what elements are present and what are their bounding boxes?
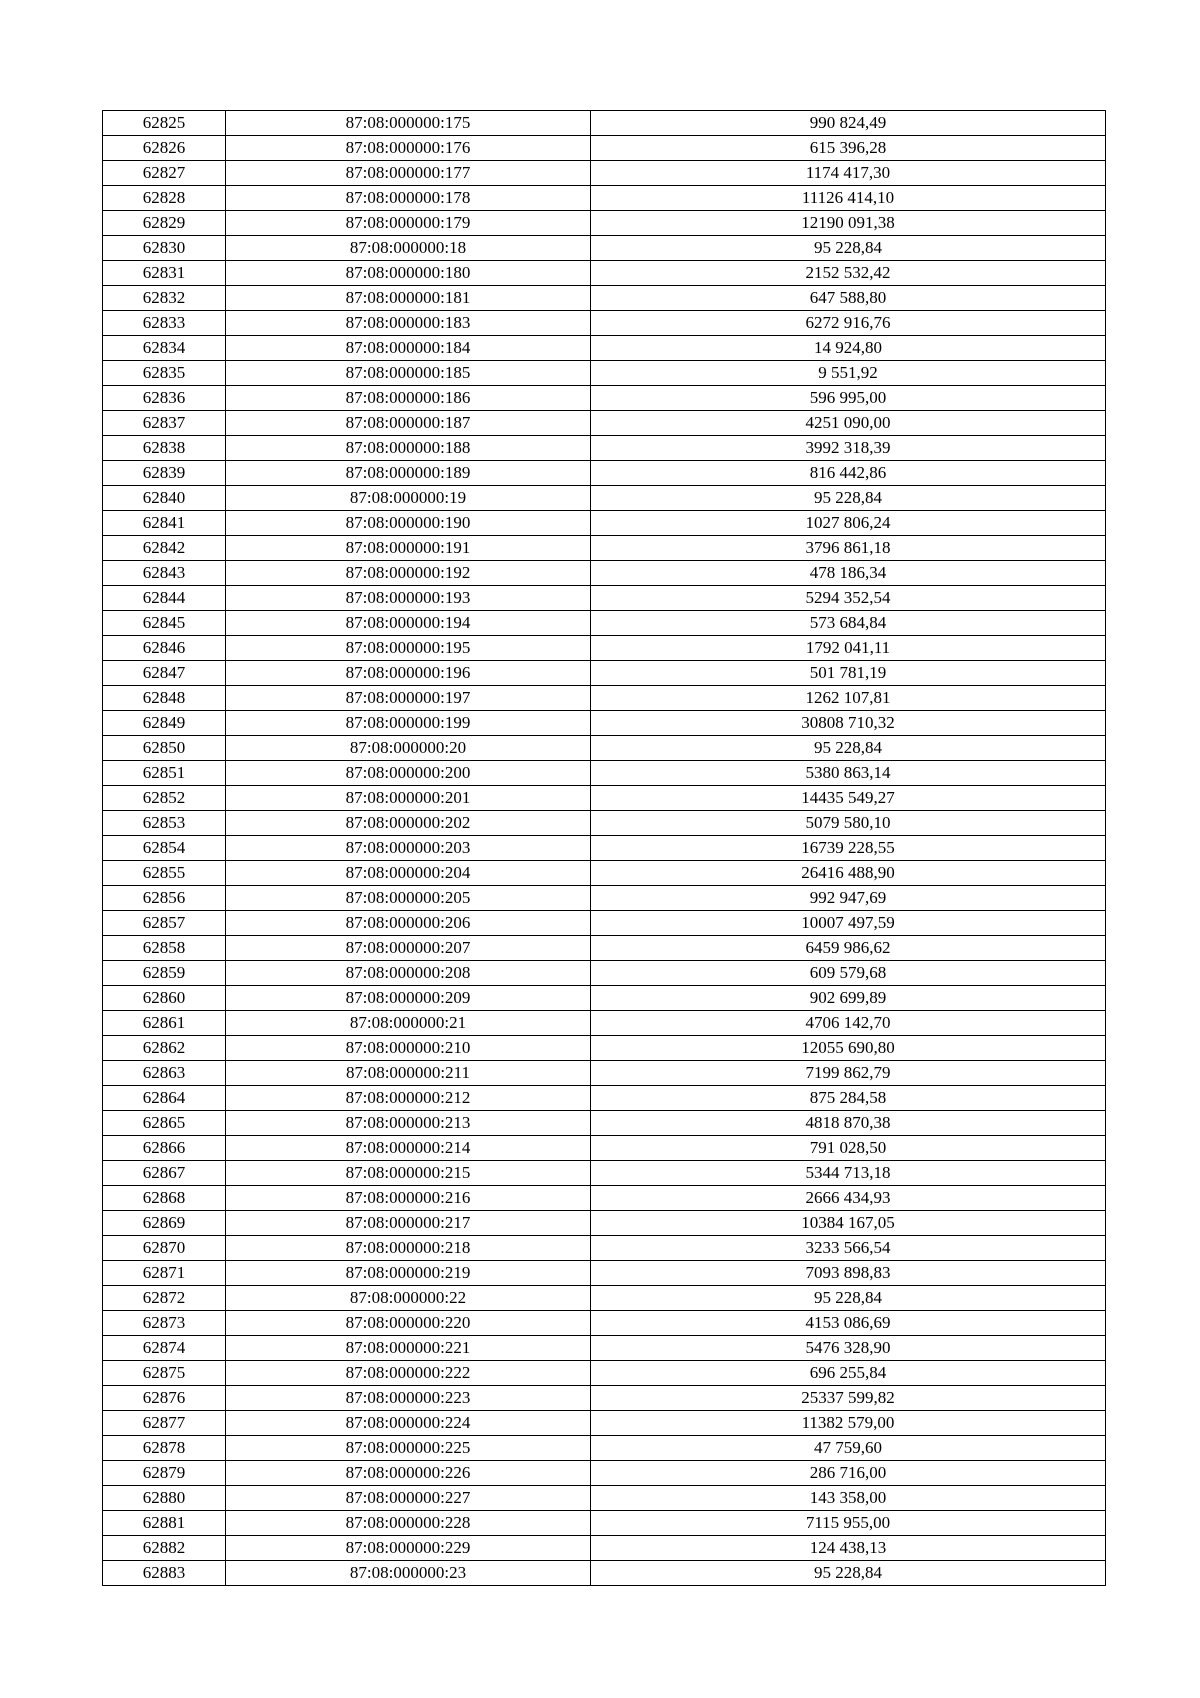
table-row <box>103 111 1106 136</box>
cadastral-value-cell: 2666 434,93 <box>591 1186 1106 1211</box>
cadastral-number-cell: 87:08:000000:207 <box>226 936 591 961</box>
cadastral-number-cell: 87:08:000000:224 <box>226 1411 591 1436</box>
cadastral-number-cell: 87:08:000000:197 <box>226 686 591 711</box>
table-row <box>103 961 1106 986</box>
row-number-cell: 62859 <box>103 961 226 986</box>
cadastral-number-cell: 87:08:000000:205 <box>226 886 591 911</box>
cadastral-number-cell: 87:08:000000:183 <box>226 311 591 336</box>
row-number-cell: 62861 <box>103 1011 226 1036</box>
cadastral-value-cell: 647 588,80 <box>591 286 1106 311</box>
table-row <box>103 561 1106 586</box>
cadastral-number-cell: 87:08:000000:175 <box>226 111 591 136</box>
cadastral-number-cell: 87:08:000000:18 <box>226 236 591 261</box>
cadastral-value-cell: 902 699,89 <box>591 986 1106 1011</box>
cadastral-number-cell: 87:08:000000:187 <box>226 411 591 436</box>
cadastral-value-cell: 696 255,84 <box>591 1361 1106 1386</box>
row-number-cell: 62839 <box>103 461 226 486</box>
row-number-cell: 62868 <box>103 1186 226 1211</box>
cadastral-value-cell: 4818 870,38 <box>591 1111 1106 1136</box>
table-row <box>103 1386 1106 1411</box>
table-row <box>103 886 1106 911</box>
table-row <box>103 1286 1106 1311</box>
cadastral-value-cell: 5380 863,14 <box>591 761 1106 786</box>
cadastral-number-cell: 87:08:000000:178 <box>226 186 591 211</box>
cadastral-number-cell: 87:08:000000:179 <box>226 211 591 236</box>
row-number-cell: 62853 <box>103 811 226 836</box>
row-number-cell: 62858 <box>103 936 226 961</box>
cadastral-number-cell: 87:08:000000:216 <box>226 1186 591 1211</box>
cadastral-value-cell: 6272 916,76 <box>591 311 1106 336</box>
cadastral-number-cell: 87:08:000000:223 <box>226 1386 591 1411</box>
row-number-cell: 62870 <box>103 1236 226 1261</box>
cadastral-number-cell: 87:08:000000:180 <box>226 261 591 286</box>
cadastral-number-cell: 87:08:000000:225 <box>226 1436 591 1461</box>
cadastral-value-cell: 501 781,19 <box>591 661 1106 686</box>
table-row <box>103 586 1106 611</box>
table-row <box>103 786 1106 811</box>
table-row <box>103 1536 1106 1561</box>
row-number-cell: 62872 <box>103 1286 226 1311</box>
row-number-cell: 62830 <box>103 236 226 261</box>
cadastral-number-cell: 87:08:000000:186 <box>226 386 591 411</box>
row-number-cell: 62865 <box>103 1111 226 1136</box>
cadastral-number-cell: 87:08:000000:188 <box>226 436 591 461</box>
row-number-cell: 62854 <box>103 836 226 861</box>
cadastral-number-cell: 87:08:000000:20 <box>226 736 591 761</box>
row-number-cell: 62845 <box>103 611 226 636</box>
cadastral-number-cell: 87:08:000000:19 <box>226 486 591 511</box>
cadastral-value-cell: 573 684,84 <box>591 611 1106 636</box>
row-number-cell: 62876 <box>103 1386 226 1411</box>
row-number-cell: 62875 <box>103 1361 226 1386</box>
cadastral-value-cell: 7199 862,79 <box>591 1061 1106 1086</box>
row-number-cell: 62848 <box>103 686 226 711</box>
table-row <box>103 811 1106 836</box>
cadastral-value-cell: 4251 090,00 <box>591 411 1106 436</box>
row-number-cell: 62881 <box>103 1511 226 1536</box>
table-row <box>103 486 1106 511</box>
cadastral-value-cell: 7093 898,83 <box>591 1261 1106 1286</box>
table-row <box>103 1311 1106 1336</box>
row-number-cell: 62833 <box>103 311 226 336</box>
cadastral-number-cell: 87:08:000000:214 <box>226 1136 591 1161</box>
cadastral-value-cell: 4706 142,70 <box>591 1011 1106 1036</box>
cadastral-value-cell: 2152 532,42 <box>591 261 1106 286</box>
cadastral-number-cell: 87:08:000000:23 <box>226 1561 591 1586</box>
row-number-cell: 62829 <box>103 211 226 236</box>
cadastral-value-cell: 7115 955,00 <box>591 1511 1106 1536</box>
cadastral-number-cell: 87:08:000000:204 <box>226 861 591 886</box>
cadastral-number-cell: 87:08:000000:184 <box>226 336 591 361</box>
row-number-cell: 62851 <box>103 761 226 786</box>
cadastral-value-cell: 12055 690,80 <box>591 1036 1106 1061</box>
row-number-cell: 62874 <box>103 1336 226 1361</box>
cadastral-number-cell: 87:08:000000:210 <box>226 1036 591 1061</box>
cadastral-value-cell: 95 228,84 <box>591 236 1106 261</box>
cadastral-value-cell: 478 186,34 <box>591 561 1106 586</box>
row-number-cell: 62880 <box>103 1486 226 1511</box>
table-row <box>103 661 1106 686</box>
row-number-cell: 62825 <box>103 111 226 136</box>
cadastral-value-cell: 615 396,28 <box>591 136 1106 161</box>
cadastral-number-cell: 87:08:000000:195 <box>226 636 591 661</box>
row-number-cell: 62879 <box>103 1461 226 1486</box>
cadastral-number-cell: 87:08:000000:213 <box>226 1111 591 1136</box>
table-row <box>103 1561 1106 1586</box>
table-row <box>103 936 1106 961</box>
row-number-cell: 62828 <box>103 186 226 211</box>
table-row <box>103 436 1106 461</box>
table-row <box>103 1511 1106 1536</box>
table-row <box>103 911 1106 936</box>
row-number-cell: 62857 <box>103 911 226 936</box>
row-number-cell: 62843 <box>103 561 226 586</box>
cadastral-number-cell: 87:08:000000:189 <box>226 461 591 486</box>
table-row <box>103 261 1106 286</box>
cadastral-value-cell: 3796 861,18 <box>591 536 1106 561</box>
cadastral-value-cell: 4153 086,69 <box>591 1311 1106 1336</box>
row-number-cell: 62883 <box>103 1561 226 1586</box>
cadastral-value-cell: 12190 091,38 <box>591 211 1106 236</box>
cadastral-value-cell: 16739 228,55 <box>591 836 1106 861</box>
cadastral-value-cell: 14 924,80 <box>591 336 1106 361</box>
table-row <box>103 736 1106 761</box>
cadastral-value-cell: 11382 579,00 <box>591 1411 1106 1436</box>
table-row <box>103 1436 1106 1461</box>
table-row <box>103 986 1106 1011</box>
row-number-cell: 62873 <box>103 1311 226 1336</box>
row-number-cell: 62869 <box>103 1211 226 1236</box>
cadastral-number-cell: 87:08:000000:228 <box>226 1511 591 1536</box>
cadastral-number-cell: 87:08:000000:200 <box>226 761 591 786</box>
row-number-cell: 62836 <box>103 386 226 411</box>
row-number-cell: 62878 <box>103 1436 226 1461</box>
cadastral-value-cell: 124 438,13 <box>591 1536 1106 1561</box>
table-row <box>103 1036 1106 1061</box>
cadastral-value-cell: 95 228,84 <box>591 486 1106 511</box>
row-number-cell: 62871 <box>103 1261 226 1286</box>
cadastral-value-cell: 10007 497,59 <box>591 911 1106 936</box>
cadastral-value-cell: 609 579,68 <box>591 961 1106 986</box>
row-number-cell: 62841 <box>103 511 226 536</box>
table-row <box>103 1211 1106 1236</box>
row-number-cell: 62855 <box>103 861 226 886</box>
row-number-cell: 62838 <box>103 436 226 461</box>
cadastral-number-cell: 87:08:000000:202 <box>226 811 591 836</box>
cadastral-value-cell: 791 028,50 <box>591 1136 1106 1161</box>
row-number-cell: 62856 <box>103 886 226 911</box>
cadastral-number-cell: 87:08:000000:221 <box>226 1336 591 1361</box>
cadastral-number-cell: 87:08:000000:185 <box>226 361 591 386</box>
table-row <box>103 1186 1106 1211</box>
table-row <box>103 711 1106 736</box>
cadastral-number-cell: 87:08:000000:212 <box>226 1086 591 1111</box>
cadastral-value-cell: 992 947,69 <box>591 886 1106 911</box>
table-row <box>103 1011 1106 1036</box>
cadastral-number-cell: 87:08:000000:217 <box>226 1211 591 1236</box>
row-number-cell: 62863 <box>103 1061 226 1086</box>
cadastral-number-cell: 87:08:000000:21 <box>226 1011 591 1036</box>
cadastral-number-cell: 87:08:000000:196 <box>226 661 591 686</box>
table-row <box>103 1161 1106 1186</box>
cadastral-value-cell: 30808 710,32 <box>591 711 1106 736</box>
row-number-cell: 62862 <box>103 1036 226 1061</box>
cadastral-value-cell: 5294 352,54 <box>591 586 1106 611</box>
cadastral-value-cell: 5476 328,90 <box>591 1336 1106 1361</box>
row-number-cell: 62846 <box>103 636 226 661</box>
row-number-cell: 62842 <box>103 536 226 561</box>
cadastral-number-cell: 87:08:000000:222 <box>226 1361 591 1386</box>
cadastral-value-cell: 596 995,00 <box>591 386 1106 411</box>
table-body <box>103 111 1106 1586</box>
cadastral-number-cell: 87:08:000000:206 <box>226 911 591 936</box>
table-row <box>103 361 1106 386</box>
table-row <box>103 336 1106 361</box>
cadastral-value-cell: 95 228,84 <box>591 1561 1106 1586</box>
cadastral-value-cell: 14435 549,27 <box>591 786 1106 811</box>
cadastral-value-cell: 3233 566,54 <box>591 1236 1106 1261</box>
cadastral-number-cell: 87:08:000000:229 <box>226 1536 591 1561</box>
cadastral-value-cell: 6459 986,62 <box>591 936 1106 961</box>
table-row <box>103 1261 1106 1286</box>
cadastral-number-cell: 87:08:000000:215 <box>226 1161 591 1186</box>
table-row <box>103 761 1106 786</box>
table-row <box>103 211 1106 236</box>
cadastral-value-cell: 5079 580,10 <box>591 811 1106 836</box>
table-row <box>103 1411 1106 1436</box>
cadastral-number-cell: 87:08:000000:226 <box>226 1461 591 1486</box>
cadastral-number-cell: 87:08:000000:190 <box>226 511 591 536</box>
cadastral-number-cell: 87:08:000000:193 <box>226 586 591 611</box>
table-row <box>103 161 1106 186</box>
cadastral-value-cell: 286 716,00 <box>591 1461 1106 1486</box>
cadastral-number-cell: 87:08:000000:181 <box>226 286 591 311</box>
cadastral-number-cell: 87:08:000000:209 <box>226 986 591 1011</box>
table-row <box>103 1061 1106 1086</box>
table-row <box>103 461 1106 486</box>
cadastral-value-cell: 95 228,84 <box>591 1286 1106 1311</box>
row-number-cell: 62837 <box>103 411 226 436</box>
table-row <box>103 836 1106 861</box>
row-number-cell: 62831 <box>103 261 226 286</box>
table-row <box>103 386 1106 411</box>
cadastral-number-cell: 87:08:000000:218 <box>226 1236 591 1261</box>
cadastral-number-cell: 87:08:000000:199 <box>226 711 591 736</box>
table-row <box>103 611 1106 636</box>
row-number-cell: 62850 <box>103 736 226 761</box>
table-row <box>103 686 1106 711</box>
table-row <box>103 1136 1106 1161</box>
table-row <box>103 536 1106 561</box>
cadastral-number-cell: 87:08:000000:177 <box>226 161 591 186</box>
cadastral-value-cell: 10384 167,05 <box>591 1211 1106 1236</box>
cadastral-value-cell: 816 442,86 <box>591 461 1106 486</box>
table-row <box>103 136 1106 161</box>
table-row <box>103 511 1106 536</box>
row-number-cell: 62826 <box>103 136 226 161</box>
row-number-cell: 62840 <box>103 486 226 511</box>
table-row <box>103 636 1106 661</box>
row-number-cell: 62832 <box>103 286 226 311</box>
row-number-cell: 62835 <box>103 361 226 386</box>
cadastral-value-cell: 5344 713,18 <box>591 1161 1106 1186</box>
cadastral-number-cell: 87:08:000000:208 <box>226 961 591 986</box>
cadastral-number-cell: 87:08:000000:203 <box>226 836 591 861</box>
table-row <box>103 286 1106 311</box>
table-row <box>103 1336 1106 1361</box>
cadastral-value-cell: 1792 041,11 <box>591 636 1106 661</box>
cadastral-value-cell: 95 228,84 <box>591 736 1106 761</box>
table-row <box>103 861 1106 886</box>
row-number-cell: 62834 <box>103 336 226 361</box>
cadastral-number-cell: 87:08:000000:22 <box>226 1286 591 1311</box>
cadastral-value-cell: 47 759,60 <box>591 1436 1106 1461</box>
cadastral-value-cell: 1262 107,81 <box>591 686 1106 711</box>
row-number-cell: 62852 <box>103 786 226 811</box>
cadastral-number-cell: 87:08:000000:227 <box>226 1486 591 1511</box>
cadastral-number-cell: 87:08:000000:194 <box>226 611 591 636</box>
table-row <box>103 1486 1106 1511</box>
row-number-cell: 62882 <box>103 1536 226 1561</box>
cadastral-number-cell: 87:08:000000:192 <box>226 561 591 586</box>
cadastral-value-cell: 990 824,49 <box>591 111 1106 136</box>
table-row <box>103 311 1106 336</box>
cadastral-value-cell: 875 284,58 <box>591 1086 1106 1111</box>
row-number-cell: 62849 <box>103 711 226 736</box>
row-number-cell: 62867 <box>103 1161 226 1186</box>
cadastral-value-cell: 1174 417,30 <box>591 161 1106 186</box>
table-row <box>103 1361 1106 1386</box>
row-number-cell: 62827 <box>103 161 226 186</box>
cadastral-value-cell: 3992 318,39 <box>591 436 1106 461</box>
cadastral-value-cell: 143 358,00 <box>591 1486 1106 1511</box>
cadastral-number-cell: 87:08:000000:201 <box>226 786 591 811</box>
cadastral-number-cell: 87:08:000000:191 <box>226 536 591 561</box>
row-number-cell: 62847 <box>103 661 226 686</box>
cadastral-number-cell: 87:08:000000:220 <box>226 1311 591 1336</box>
cadastral-value-cell: 9 551,92 <box>591 361 1106 386</box>
table-row <box>103 1111 1106 1136</box>
cadastral-number-cell: 87:08:000000:211 <box>226 1061 591 1086</box>
cadastral-value-table <box>102 110 1106 1586</box>
table-row <box>103 1461 1106 1486</box>
row-number-cell: 62877 <box>103 1411 226 1436</box>
row-number-cell: 62864 <box>103 1086 226 1111</box>
row-number-cell: 62866 <box>103 1136 226 1161</box>
cadastral-value-cell: 11126 414,10 <box>591 186 1106 211</box>
cadastral-value-cell: 1027 806,24 <box>591 511 1106 536</box>
cadastral-number-cell: 87:08:000000:219 <box>226 1261 591 1286</box>
table-row <box>103 236 1106 261</box>
row-number-cell: 62860 <box>103 986 226 1011</box>
cadastral-value-cell: 26416 488,90 <box>591 861 1106 886</box>
table-row <box>103 1086 1106 1111</box>
table-row <box>103 1236 1106 1261</box>
cadastral-number-cell: 87:08:000000:176 <box>226 136 591 161</box>
row-number-cell: 62844 <box>103 586 226 611</box>
table-row <box>103 186 1106 211</box>
table-row <box>103 411 1106 436</box>
cadastral-value-cell: 25337 599,82 <box>591 1386 1106 1411</box>
